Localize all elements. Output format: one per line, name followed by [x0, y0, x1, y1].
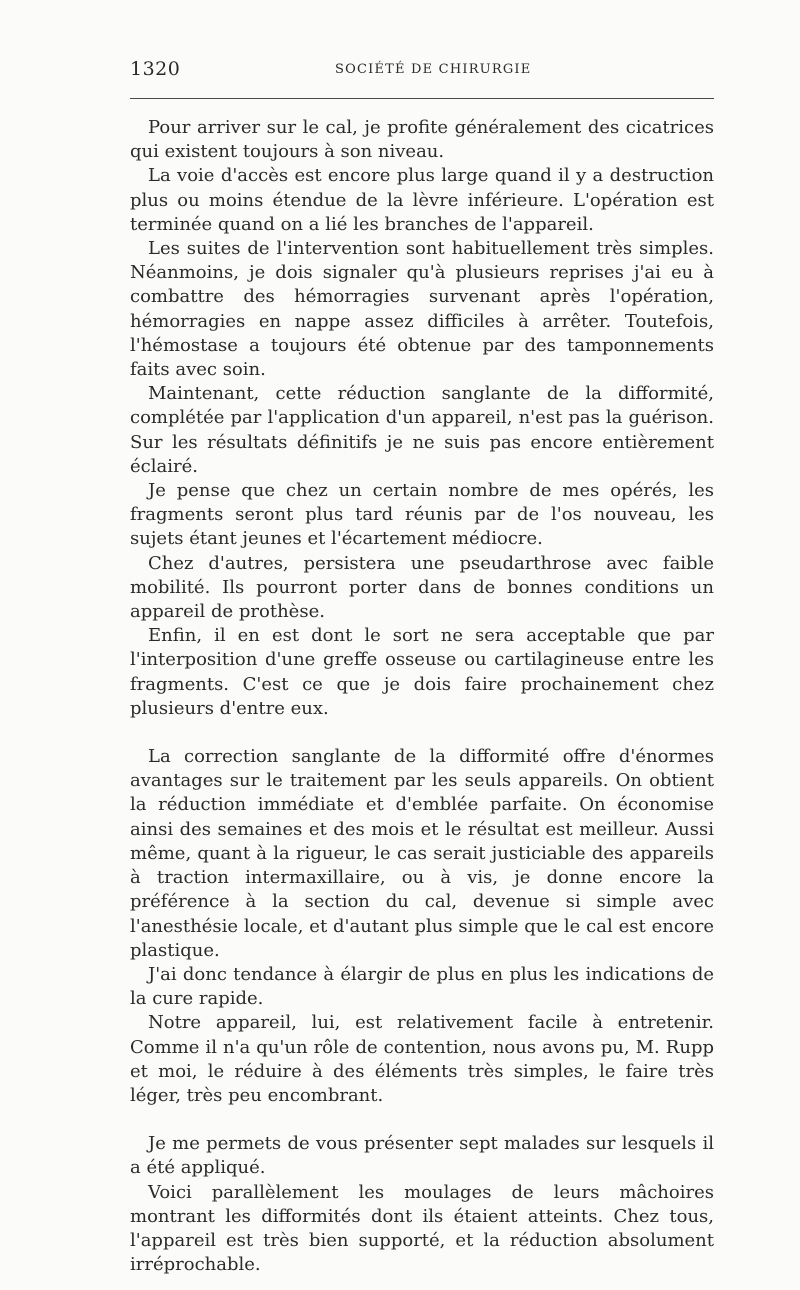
paragraph: Je me permets de vous présenter sept malades sur lesquels il a été appliqué.	[130, 1133, 714, 1179]
header-rule	[130, 98, 714, 99]
paragraph: La voie d'accès est encore plus large quand il y a destruction plus ou moins étendue de la lèvre inférieure. L'opération est terminée quand on a lié les branches de l'appareil.	[130, 165, 714, 235]
paragraph: La correction sanglante de la difformité offre d'énormes avantages sur le traitement par les seuls appareils. On obtient la réduction immédiate et d'emblée parfaite. On économise ainsi des semaines et des mois et le résultat est meilleur. Aussi même, quant à la rigueur, le cas serait justiciable des appareils à traction intermaxillaire, ou à vis, je donne encore la préférence à la section du cal, devenue si simple avec l'anesthésie locale, et d'autant plus simple que le cal est encore plastique.	[130, 746, 714, 961]
running-head: SOCIÉTÉ DE CHIRURGIE	[335, 62, 532, 77]
paragraph: Les suites de l'intervention sont habituellement très simples. Néanmoins, je dois signaler qu'à plusieurs reprises j'ai eu à combattre des hémorragies survenant après l'opération, hémorragies en nappe assez difficiles à arrêter. Toutefois, l'hémostase a toujours été obtenue par des tamponnements faits avec soin.	[130, 238, 714, 381]
paragraph: J'ai donc tendance à élargir de plus en plus les indications de la cure rapide.	[130, 963, 714, 1010]
paragraph: Notre appareil, lui, est relativement facile à entretenir. Comme il n'a qu'un rôle de contention, nous avons pu, M. Rupp et moi, le réduire à des éléments très simples, le faire très léger, très peu encombrant.	[130, 1012, 714, 1106]
page-number: 1320	[130, 58, 181, 80]
paragraph: Je pense que chez un certain nombre de mes opérés, les fragments seront plus tard réunis par de l'os nouveau, les sujets étant jeunes et l'écartement médiocre.	[130, 480, 714, 550]
paragraph: Maintenant, cette réduction sanglante de la difformité, complétée par l'application d'un appareil, n'est pas la guérison. Sur les résultats définitifs je ne suis pas encore entièrement éclairé.	[130, 383, 714, 477]
paragraph: Voici parallèlement les moulages de leurs mâchoires montrant les difformités dont ils étaient atteints. Chez tous, l'appareil est très bien supporté, et la réduction absolument irréprochable.	[130, 1181, 714, 1276]
page-header	[130, 58, 714, 88]
paragraph: Enfin, il en est dont le sort ne sera acceptable que par l'interposition d'une greffe osseuse ou cartilagineuse entre les fragments. C'est ce que je dois faire prochainement chez plusieurs d'entre eux.	[130, 625, 714, 719]
body-text	[130, 116, 714, 1277]
paragraph: Chez d'autres, persistera une pseudarthrose avec faible mobilité. Ils pourront porter dans de bonnes conditions un appareil de prothèse.	[130, 552, 714, 623]
paragraph: Pour arriver sur le cal, je profite généralement des cicatrices qui existent toujours à son niveau.	[130, 117, 714, 163]
